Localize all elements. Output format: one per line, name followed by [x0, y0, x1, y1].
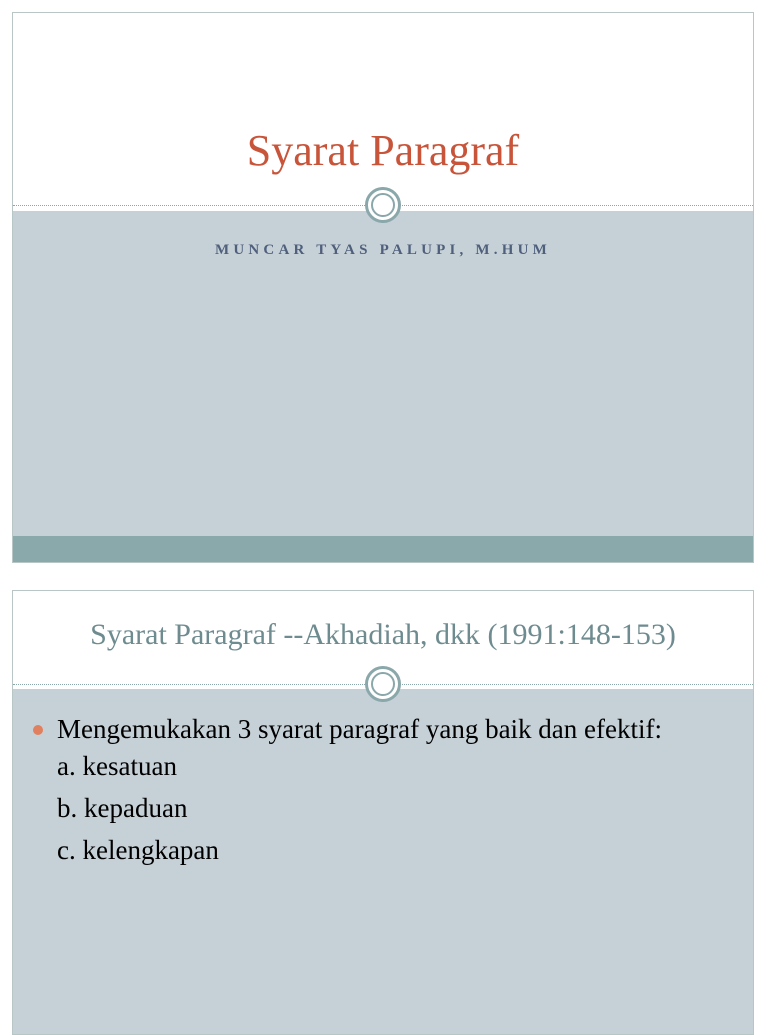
list-item-kepaduan: b. kepaduan [57, 793, 188, 823]
bullet-item [57, 711, 717, 747]
list-item-kelengkapan: c. kelengkapan [57, 835, 219, 865]
slide-2-content [57, 711, 717, 877]
slide-2 [12, 590, 754, 1035]
slide-1-footer-band [13, 536, 753, 562]
list-item-kesatuan: a. kesatuan [57, 751, 177, 781]
slide-2-title: Syarat Paragraf --Akhadiah, dkk (1991:148-153) [90, 618, 676, 651]
slide-1 [12, 12, 754, 563]
slide-2-divider-circle-icon [365, 666, 401, 702]
slide-1-divider-circle-icon [365, 187, 401, 223]
slide-1-title: Syarat Paragraf [246, 126, 520, 175]
slide-1-body-area [13, 211, 753, 562]
sub-list [57, 751, 717, 865]
bullet-text: Mengemukakan 3 syarat paragraf yang baik dan efektif: [57, 714, 662, 744]
bullet-dot-icon [33, 725, 43, 735]
slide-1-header-area [13, 13, 753, 211]
slide-1-subtitle: MUNCAR TYAS PALUPI, M.HUM [215, 242, 551, 258]
